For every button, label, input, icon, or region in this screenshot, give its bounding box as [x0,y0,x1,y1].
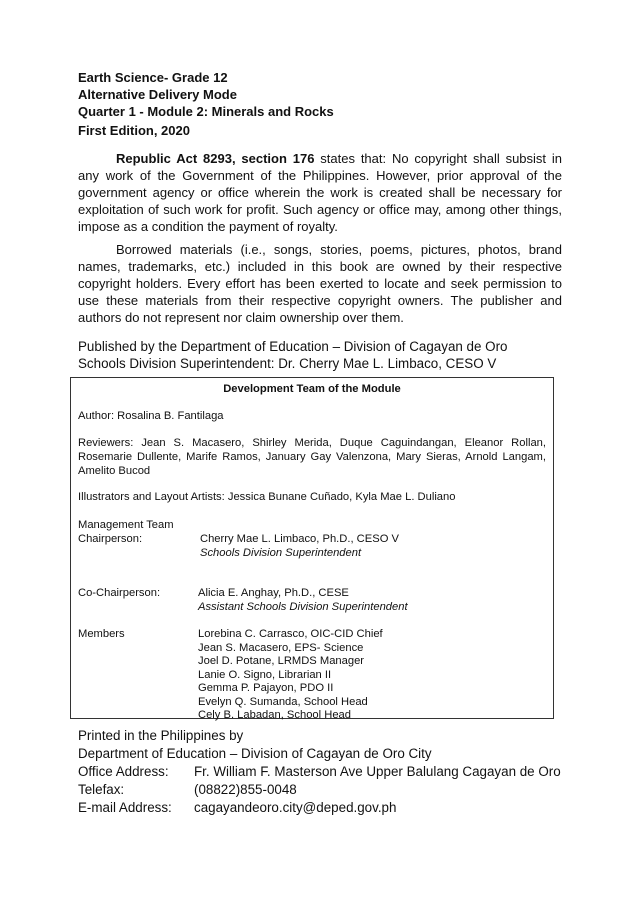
member-item: Joel D. Potane, LRMDS Manager [198,655,365,667]
module-title: Quarter 1 - Module 2: Minerals and Rocks [78,104,334,119]
telefax-value: (08822)855-0048 [194,782,297,797]
members-list [198,627,546,722]
borrowed-paragraph [78,241,562,326]
copyright-paragraph [78,150,562,235]
copyright-text: states that: No copyright shall subsist in any work of the Government of the Philippines. However, prior approval of the government agency or office wherein the work is created shall be necessary for exploitation of such work for profit. Such agency or office may, among other things, impose as a condition the payment of royalty. [78,151,562,234]
author-line: Author: Rosalina B. Fantilaga [78,410,224,422]
illustrators-line: Illustrators and Layout Artists: Jessica Bunane Cuñado, Kyla Mae L. Duliano [78,491,456,503]
co-chairperson-title: Assistant Schools Division Superintendent [198,601,408,613]
member-item: Lanie O. Signo, Librarian II [198,668,332,681]
published-block [78,338,508,372]
member-item: Lorebina C. Carrasco, OIC-CID Chief [198,628,383,640]
law-reference: Republic Act 8293, section 176 [116,151,315,166]
published-by: Published by the Department of Education – Division of Cagayan de Oro [78,339,508,354]
member-item: Cely B. Labadan, School Head [198,709,351,721]
borrowed-text: Borrowed materials (i.e., songs, stories, poems, pictures, photos, brand names, trademarks, etc.) included in this book are owned by their respective copyright holders. Every effort has been exerted to locate and seek permission to use these materials from their respective copyright owners. The publisher and authors do not represent nor claim ownership over them. [78,242,562,325]
team-title: Development Team of the Module [223,383,401,395]
reviewers-line: Reviewers: Jean S. Macasero, Shirley Merida, Duque Caguindangan, Eleanor Rollan, Rosemarie Dullente, Marife Ramos, January Gay Valenzona, Mary Sieras, Arnold Langam, Amelito Bucod [78,437,546,477]
office-address-row [78,763,561,781]
printer-name: Department of Education – Division of Cagayan de Oro City [78,746,432,761]
co-chairperson-label: Co-Chairperson: [78,587,161,599]
telefax-label: Telefax: [78,782,125,797]
printed-in: Printed in the Philippines by [78,728,244,743]
email-value: cagayandeoro.city@deped.gov.ph [194,800,397,815]
chairperson-label: Chairperson: [78,533,143,545]
subject-title: Earth Science- Grade 12 [78,70,228,85]
chairperson-title: Schools Division Superintendent [200,547,362,559]
office-address-label: Office Address: [78,764,169,779]
superintendent-line: Schools Division Superintendent: Dr. Cherry Mae L. Limbaco, CESO V [78,356,497,371]
email-label: E-mail Address: [78,800,172,815]
edition: First Edition, 2020 [78,123,190,138]
printed-block [78,727,561,817]
chairperson-name: Cherry Mae L. Limbaco, Ph.D., CESO V [200,533,399,545]
co-chairperson-name: Alicia E. Anghay, Ph.D., CESE [198,587,349,599]
member-item: Evelyn Q. Sumanda, School Head [198,695,368,708]
document-header [78,69,334,139]
office-address-value: Fr. William F. Masterson Ave Upper Balulang Cagayan de Oro [194,764,561,779]
member-item: Gemma P. Pajayon, PDO II [198,682,334,694]
management-team-label: Management Team [78,519,174,531]
development-team-box [70,377,554,719]
member-item: Jean S. Macasero, EPS- Science [198,641,364,654]
telefax-row [78,781,561,799]
email-row [78,799,561,817]
delivery-mode: Alternative Delivery Mode [78,87,237,102]
members-label: Members [78,628,125,640]
